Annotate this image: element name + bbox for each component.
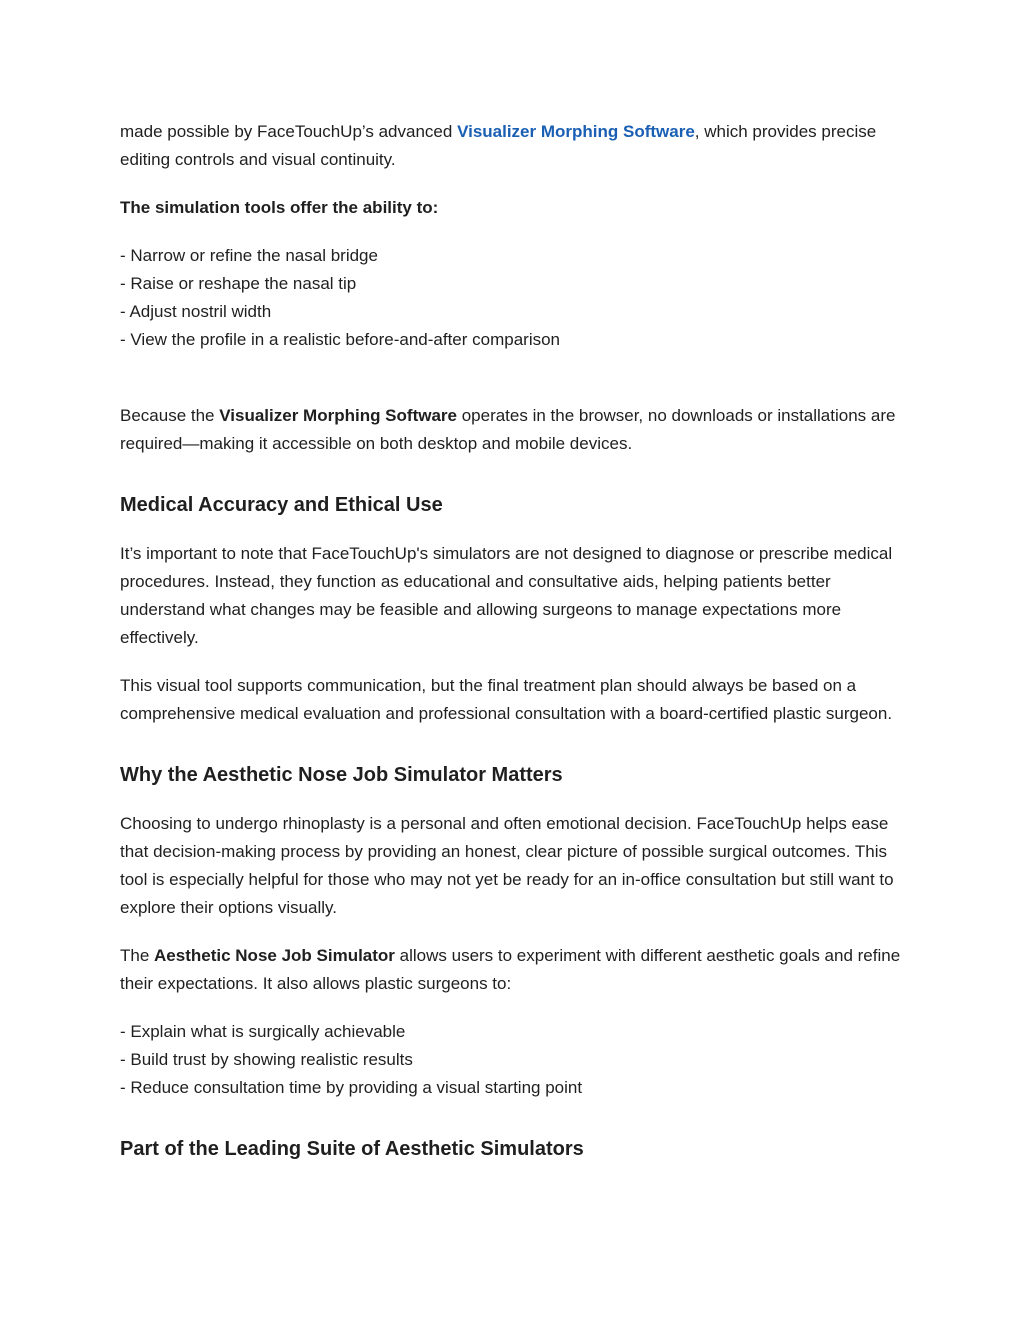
visualizer-morphing-software-bold: Visualizer Morphing Software: [219, 406, 457, 425]
section-heading-why-matters: Why the Aesthetic Nose Job Simulator Matters: [120, 764, 563, 786]
intro-suffix: , which provides precise editing controls and visual continuity.: [120, 122, 877, 169]
browser-suffix: operates in the browser, no downloads or installations are required—making it accessible on both desktop and mobile devices.: [120, 406, 896, 453]
why-p2-prefix: The: [120, 946, 155, 965]
document-page: [120, 118, 910, 1164]
list-item: - Adjust nostril width: [120, 302, 272, 321]
section-heading-medical-accuracy: Medical Accuracy and Ethical Use: [120, 494, 443, 516]
list-item: - View the profile in a realistic before-and-after comparison: [120, 330, 561, 349]
aesthetic-nose-job-simulator-bold: Aesthetic Nose Job Simulator: [154, 946, 395, 965]
list-item: - Reduce consultation time by providing a visual starting point: [120, 1078, 583, 1097]
list-item: - Narrow or refine the nasal bridge: [120, 246, 378, 265]
visualizer-morphing-software-link[interactable]: Visualizer Morphing Software: [457, 122, 695, 141]
list-item: - Explain what is surgically achievable: [120, 1022, 406, 1041]
tools-heading: The simulation tools offer the ability to:: [120, 198, 439, 217]
why-paragraph-2: [120, 942, 910, 998]
medical-paragraph-1: It’s important to note that FaceTouchUp's simulators are not designed to diagnose or prescribe medical procedures. Instead, they function as educational and consultative aids, helping patients better understand what changes may be feasible and allowing surgeons to manage expectations more effectively.: [120, 544, 893, 647]
intro-paragraph: [120, 118, 910, 174]
list-item: - Raise or reshape the nasal tip: [120, 274, 357, 293]
intro-prefix: made possible by FaceTouchUp’s advanced: [120, 122, 458, 141]
medical-paragraph-2: This visual tool supports communication, but the final treatment plan should always be based on a comprehensive medical evaluation and professional consultation with a board-certified plastic surgeon.: [120, 676, 893, 723]
surgeon-benefits-list: [120, 1018, 910, 1102]
browser-paragraph: [120, 402, 910, 458]
section-heading-leading-suite: Part of the Leading Suite of Aesthetic Simulators: [120, 1138, 584, 1160]
browser-prefix: Because the: [120, 406, 220, 425]
why-paragraph-1: Choosing to undergo rhinoplasty is a personal and often emotional decision. FaceTouchUp helps ease that decision-making process by providing an honest, clear picture of possible surgical outcomes. This tool is especially helpful for those who may not yet be ready for an in-office consultation but still want to explore their options visually.: [120, 814, 894, 917]
tools-list: [120, 242, 910, 354]
list-item: - Build trust by showing realistic results: [120, 1050, 413, 1069]
why-p2-suffix: allows users to experiment with different aesthetic goals and refine their expectations. It also allows plastic surgeons to:: [120, 946, 901, 993]
